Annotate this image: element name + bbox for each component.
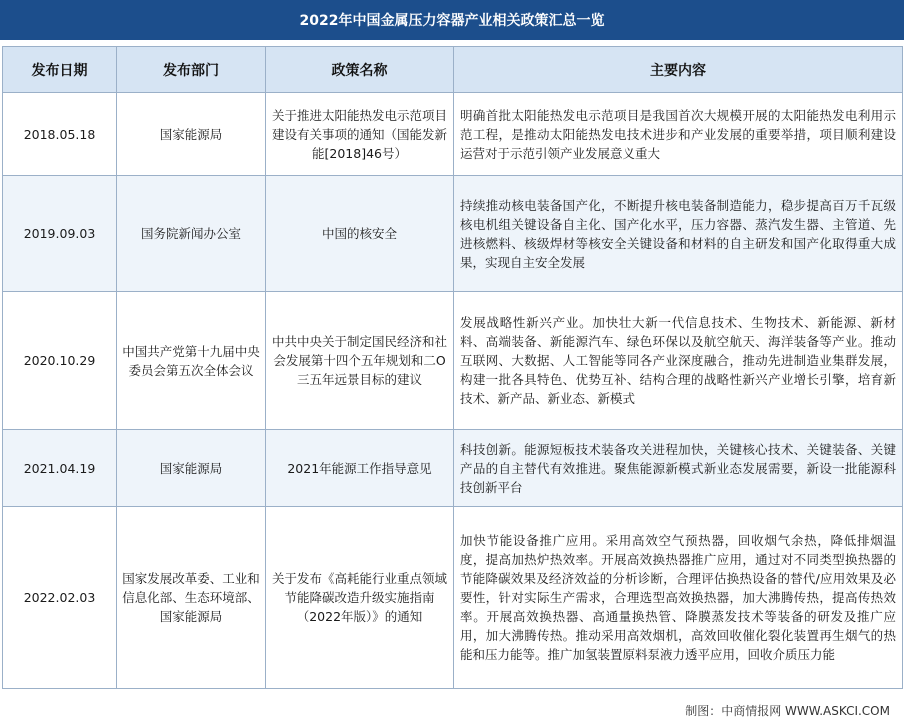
table-row	[3, 176, 903, 292]
table-row	[3, 507, 903, 689]
table-row	[3, 292, 903, 430]
cell-department: 国务院新闻办公室	[117, 176, 266, 292]
cell-content: 明确首批太阳能热发电示范项目是我国首次大规模开展的太阳能热发电利用示范工程，是推动太阳能热发电技术进步和产业发展的重要举措，项目顺利建设运营对于示范引领产业发展意义重大	[454, 93, 903, 176]
cell-department: 中国共产党第十九届中央委员会第五次全体会议	[117, 292, 266, 430]
cell-department: 国家能源局	[117, 93, 266, 176]
cell-date: 2020.10.29	[3, 292, 117, 430]
header-policy-name: 政策名称	[266, 47, 454, 93]
table-title: 2022年中国金属压力容器产业相关政策汇总一览	[0, 0, 904, 40]
cell-policy-name: 关于发布《高耗能行业重点领域节能降碳改造升级实施指南（2022年版）》的通知	[266, 507, 454, 689]
cell-date: 2021.04.19	[3, 430, 117, 507]
cell-department: 国家能源局	[117, 430, 266, 507]
table-row	[3, 430, 903, 507]
cell-content: 加快节能设备推广应用。采用高效空气预热器，回收烟气余热，降低排烟温度，提高加热炉热效率。开展高效换热器推广应用，通过对不同类型换热器的节能降碳效果及经济效益的分析诊断，合理评估换热设备的替代/应用效果及必要性，针对实际生产需求，合理选型高效换热器，加大沸腾传热，提高传热效率。开展高效换热器、高通量换热管、降膜蒸发技术等装备的研发及推广应用，加大沸腾传热。推动采用高效烟机，高效回收催化裂化装置再生烟气的热能和压力能等。推广加氢装置原料泵液力透平应用，回收介质压力能	[454, 507, 903, 689]
table-row	[3, 93, 903, 176]
cell-policy-name: 关于推进太阳能热发电示范项目建设有关事项的通知（国能发新能[2018]46号）	[266, 93, 454, 176]
cell-policy-name: 中共中央关于制定国民经济和社会发展第十四个五年规划和二O三五年远景目标的建议	[266, 292, 454, 430]
cell-policy-name: 2021年能源工作指导意见	[266, 430, 454, 507]
cell-date: 2018.05.18	[3, 93, 117, 176]
cell-department: 国家发展改革委、工业和信息化部、生态环境部、国家能源局	[117, 507, 266, 689]
header-main-content: 主要内容	[454, 47, 903, 93]
cell-policy-name: 中国的核安全	[266, 176, 454, 292]
cell-content: 发展战略性新兴产业。加快壮大新一代信息技术、生物技术、新能源、新材料、高端装备、新能源汽车、绿色环保以及航空航天、海洋装备等产业。推动互联网、大数据、人工智能等同各产业深度融合，推动先进制造业集群发展，构建一批各具特色、优势互补、结构合理的战略性新兴产业增长引擎，培育新技术、新产品、新业态、新模式	[454, 292, 903, 430]
policy-table	[2, 46, 903, 689]
header-department: 发布部门	[117, 47, 266, 93]
source-footer: 制图：中商情报网 WWW.ASKCI.COM	[685, 704, 890, 718]
cell-date: 2022.02.03	[3, 507, 117, 689]
header-row	[3, 47, 903, 93]
cell-content: 持续推动核电装备国产化，不断提升核电装备制造能力，稳步提高百万千瓦级核电机组关键设备自主化、国产化水平，压力容器、蒸汽发生器、主管道、先进核燃料、核级焊材等核安全关键设备和材料的自主研发和国产化取得重大成果，实现自主安全发展	[454, 176, 903, 292]
cell-content: 科技创新。能源短板技术装备攻关进程加快，关键核心技术、关键装备、关键产品的自主替代有效推进。聚焦能源新模式新业态发展需要，新设一批能源科技创新平台	[454, 430, 903, 507]
header-date: 发布日期	[3, 47, 117, 93]
cell-date: 2019.09.03	[3, 176, 117, 292]
